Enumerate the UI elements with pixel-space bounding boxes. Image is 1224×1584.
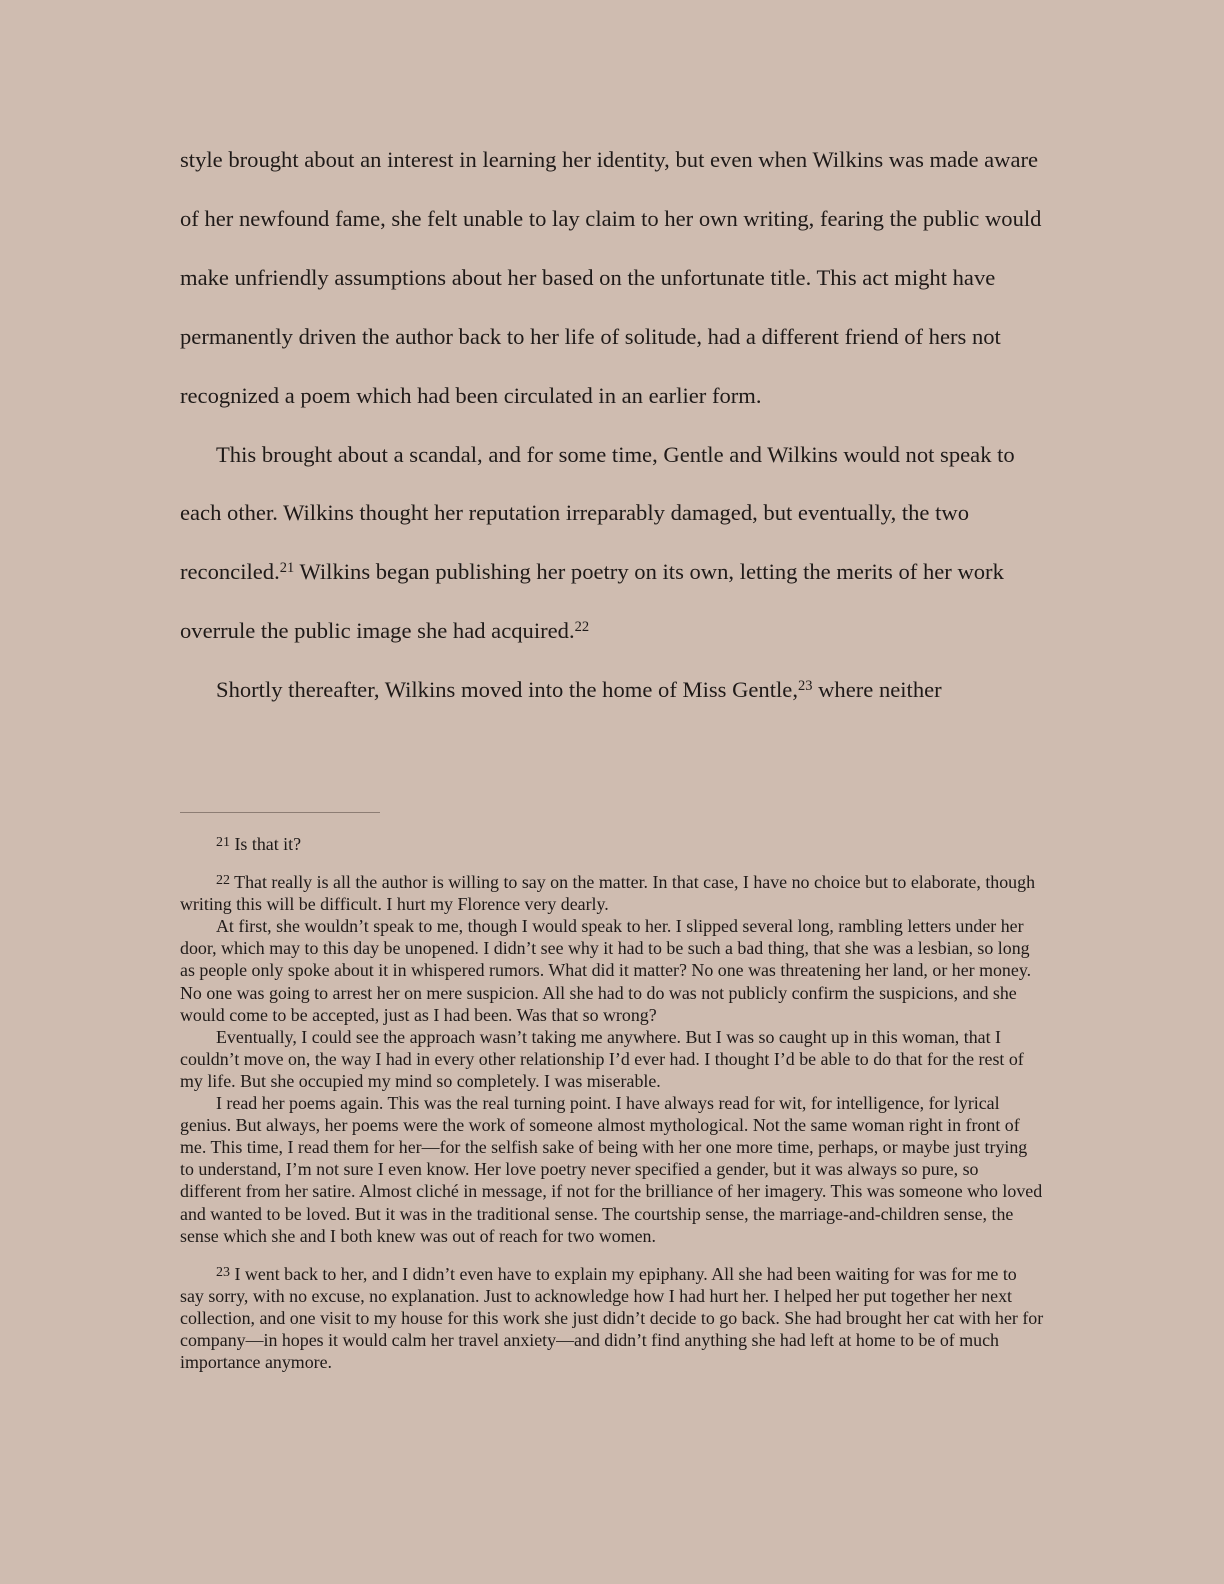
body-paragraph-1	[180, 131, 1044, 426]
body-paragraph-1-text: style brought about an interest in learning her identity, but even when Wilkins was made aware of her newfound fame, she felt unable to lay claim to her own writing, fearing the public would make unfriendly assumptions about her based on the unfortunate title. This act might have permanently driven the author back to her life of solitude, had a different friend of hers not recognized a poem which had been circulated in an earlier form.	[180, 147, 1042, 408]
body-paragraph-2	[180, 426, 1044, 662]
footnote-23-number: 23	[216, 1264, 230, 1280]
body-paragraph-3-text-b: where neither	[812, 677, 942, 703]
footnote-ref-21[interactable]: 21	[279, 560, 295, 577]
footnote-22-text-1: That really is all the author is willing to say on the matter. In that case, I have no choice but to elaborate, though writing this will be difficult. I hurt my Florence very dearly.	[180, 872, 1036, 915]
footnote-22	[180, 871, 1044, 1247]
footnote-23-text: I went back to her, and I didn’t even have to explain my epiphany. All she had been waiting for was for me to say sorry, with no excuse, no explanation. Just to acknowledge how I had hurt her. I helped her put together her next collection, and one visit to my house for this work she just didn’t decide to go back. She had brought her cat with her for company—in hopes it would calm her travel anxiety—and didn’t find anything she had left at home to be of much importance anymore.	[180, 1263, 1044, 1373]
footnote-22-paragraph-4: I read her poems again. This was the real turning point. I have always read for wit, for intelligence, for lyrical genius. But always, her poems were the work of someone almost mythological. Not the same woman right in front of me. This time, I read them for her—for the selfish sake of being with her one more time, perhaps, or maybe just trying to understand, I’m not sure I even know. Her love poetry never specified a gender, but it was always so pure, so different from her satire. Almost cliché in message, if not for the brilliance of her imagery. This was someone who loved and wanted to be loved. But it was in the traditional sense. The courtship sense, the marriage-and-children sense, the sense which she and I both knew was out of reach for two women.	[180, 1093, 1043, 1246]
footnote-22-paragraph-3: Eventually, I could see the approach wasn’t taking me anywhere. But I was so caught up in this woman, that I couldn’t move on, the way I had in every other relationship I’d ever had. I thought I’d be able to do that for the rest of my life. But she occupied my mind so completely. I was miserable.	[180, 1026, 1024, 1091]
footnote-21-number: 21	[216, 835, 230, 850]
footnote-ref-23[interactable]: 23	[797, 678, 813, 695]
footnote-21-text: Is that it?	[230, 834, 302, 854]
footnote-22-paragraph-2: At first, she wouldn’t speak to me, though I would speak to her. I slipped several long, rambling letters under her door, which may to this day be unopened. I didn’t see why it had to be such a bad thing, that she was a lesbian, so long as people only spoke about it in whispered rumors. What did it matter? No one was threatening her land, or her money. No one was going to arrest her on mere suspicion. All she had to do was not publicly confirm the suspicions, and she would come to be accepted, just as I had been. Was that so wrong?	[180, 916, 1032, 1025]
footnote-21-paragraph	[180, 833, 1044, 855]
footnote-separator	[180, 812, 380, 813]
body-text	[180, 131, 1044, 720]
footnote-ref-22[interactable]: 22	[574, 619, 590, 636]
body-paragraph-3-text-a: Shortly thereafter, Wilkins moved into the home of Miss Gentle,	[216, 677, 798, 703]
footnote-23	[180, 1263, 1044, 1373]
footnote-22-number: 22	[216, 873, 230, 889]
footnote-21	[180, 833, 1044, 855]
body-paragraph-3	[180, 661, 1044, 720]
footnote-22-paragraph-1	[180, 871, 1044, 915]
footnotes-section	[180, 833, 1044, 1389]
body-paragraph-2-text-b: Wilkins began publishing her poetry on its own, letting the merits of her work overrule the public image she had acquired.	[180, 559, 1004, 644]
body-paragraph-2-text-a: This brought about a scandal, and for some time, Gentle and Wilkins would not speak to each other. Wilkins thought her reputation irreparably damaged, but eventually, the two reconciled.	[180, 441, 1015, 585]
footnote-23-paragraph	[180, 1263, 1044, 1373]
